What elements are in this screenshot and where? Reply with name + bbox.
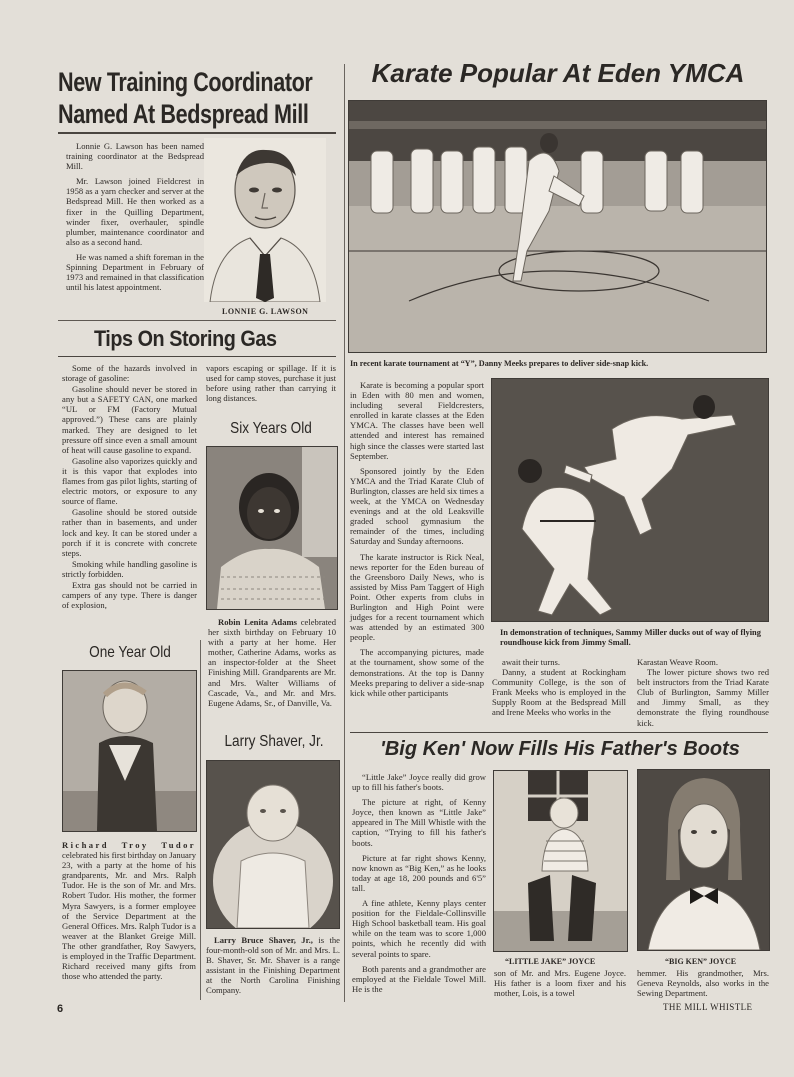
six-years-heading-box xyxy=(206,420,336,438)
karate-bottom-rule xyxy=(350,732,768,733)
bigken-col3 xyxy=(637,968,769,1003)
bigken-para: The picture at right, of Kenny Joyce, then known as “Little Jake” appeared in The Mill Whistle with the caption, “Trying to fill his father's boots. xyxy=(352,797,486,848)
karate-para: The lower picture shows two red belt instructors from the Triad Karate Club of Burlington, Sammy Miller and Jimmy Small, as they demonstrate the flying roundhouse kick. xyxy=(637,667,769,728)
robin-adams-caption-text: celebrated her sixth birthday on February 10 with a party at her home. Her mother, Catherine Adams, works as an inspector-folder at the Sheet Finishing Mill. Grandparents are Mr. and Mrs. Walter Williams of Cascade, Va., and Mr. and Mrs. Eugene Adams, Sr., of Danville, Va. xyxy=(208,617,337,708)
bigken-headline: 'Big Ken' Now Fills His Father's Boots xyxy=(380,738,740,760)
karate-top-caption: In recent karate tournament at “Y”, Danny Meeks prepares to deliver side-snap kick. xyxy=(350,359,649,368)
karate-side-caption: In demonstration of techniques, Sammy Miller ducks out of way of flying roundhouse kick from Jimmy Small. xyxy=(500,628,761,647)
karate-para: The karate instructor is Rick Neal, news reporter for the Eden bureau of the Greensboro Daily News, who is assisted by Miss Pam Taggert of High Point. Other experts from clubs in Burlington and High Point were judges for a recent tournament which was attended by an estimated 300 people. xyxy=(350,551,484,643)
lawson-box-border xyxy=(58,320,336,321)
lawson-body xyxy=(66,141,204,297)
karate-headline: Karate Popular At Eden YMCA xyxy=(371,58,745,88)
larry-heading: Larry Shaver, Jr. xyxy=(224,733,324,750)
karate-demonstration-photo xyxy=(491,378,769,622)
lawson-rule xyxy=(58,132,336,134)
column-divider xyxy=(200,640,201,1000)
lawson-para: Mr. Lawson joined Fieldcrest in 1958 as a yarn checker and server at the Bedspread Mill. He then worked as a fixer in the Quilling Department, winder fixer, overhauler, spindle plumber, maintenance coordinator and also as a second hand. xyxy=(66,176,204,247)
gas-para: Smoking while handling gasoline is strictly forbidden. xyxy=(62,558,197,579)
bigken-para: “Little Jake” Joyce really did grow up to fill his father's boots. xyxy=(352,772,486,793)
larry-shaver-photo xyxy=(206,760,340,929)
gas-para: Gasoline should be stored outside rather than in basements, and under lock and key. It can be stored under a porch if it is concrete with concrete steps. xyxy=(62,507,197,558)
gas-para: vapors escaping or spillage. If it is used for camp stoves, purchase it just before using rather than carrying it long distances. xyxy=(206,363,336,404)
gutter-rule xyxy=(344,64,345,1002)
gas-col1 xyxy=(62,363,197,615)
larry-shaver-name: Larry Bruce Shaver, Jr., xyxy=(214,935,313,945)
karate-para: await their turns. xyxy=(502,657,560,667)
richard-tudor-photo xyxy=(62,670,197,832)
richard-tudor-caption xyxy=(62,840,196,981)
lawson-headline-line1: New Training Coordinator xyxy=(58,67,313,97)
little-jake-photo xyxy=(493,770,628,952)
karate-para: The accompanying pictures, made at the tournament, show some of the demonstrations. At the top is Danny Meeks preparing to deliver a side-snap kick while other participants xyxy=(350,647,484,698)
gas-para: Gasoline also vaporizes quickly and it is this vapor that explodes into flames from gas pilot lights, starting of electric motors, or exposure to any source of flame. xyxy=(62,455,197,507)
larry-heading-box xyxy=(206,733,342,751)
karate-col2 xyxy=(492,657,626,723)
lawson-portrait xyxy=(204,138,326,302)
bigken-para: Picture at far right shows Kenny, now known as “Big Ken,” as he looks today at age 18, 200 pounds and 6'5” tall. xyxy=(352,852,486,893)
karate-para: Sponsored jointly by the Eden YMCA and the Triad Karate Club of Burlington, classes are held six times a week, at the YMCA on Wednesday evenings and at the old Leaksville graded school gymnasium the remainder of the times, including Saturday and Sunday afternoons. xyxy=(350,465,484,547)
larry-shaver-caption-text: is the four-month-old son of Mr. and Mrs. L. B. Shaver, Sr. Mr. Shaver is a range assistant in the Finishing Department at the North Carolina Finishing Company. xyxy=(206,935,340,996)
six-years-heading: Six Years Old xyxy=(230,420,312,437)
karate-tournament-photo xyxy=(348,100,767,353)
richard-tudor-caption-text: celebrated his first birthday on January 23, with a party at the home of his grandparents, Mr. and Mrs. Ralph Tudor. He is the son of Mr. and Mrs. Robert Tudor. His mother, the former Myra Sawyers, is a former employee of the Service Department at the General Offices. Mrs. Ralph Tudor is a weaver at the Blanket Greige Mill. The other grandfather, Roy Sawyers, is employed in the Traffic Department. Richard received many gifts from those who attended the party. xyxy=(62,850,196,982)
karate-col3 xyxy=(637,657,769,733)
karate-col1 xyxy=(350,380,484,703)
lawson-para: Lonnie G. Lawson has been named training coordinator at the Bedspread Mill. xyxy=(66,141,204,172)
bigken-para: Both parents and a grandmother are employed at the Fieldale Towel Mill. He is the xyxy=(352,963,486,994)
lawson-photo-caption: LONNIE G. LAWSON xyxy=(222,307,309,316)
bigken-para: son of Mr. and Mrs. Eugene Joyce. His father is a loom fixer and his mother, Lois, is a towel xyxy=(494,968,626,999)
little-jake-caption: “LITTLE JAKE” JOYCE xyxy=(505,957,596,966)
richard-tudor-name: Richard Troy Tudor xyxy=(62,840,196,850)
big-ken-photo xyxy=(637,769,770,951)
lawson-headline xyxy=(58,66,346,130)
gas-rule xyxy=(58,356,336,357)
bigken-para: hemmer. His grandmother, Mrs. Geneva Reynolds, also works in the Sewing Department. xyxy=(637,968,769,999)
robin-adams-name: Robin Lenita Adams xyxy=(218,617,298,627)
robin-adams-photo xyxy=(206,446,338,610)
lawson-para: He was named a shift foreman in the Spinning Department in February of 1973 and remained in that classification until his latest appointment. xyxy=(66,251,204,293)
robin-adams-caption xyxy=(208,617,336,708)
gas-headline: Tips On Storing Gas xyxy=(94,326,277,351)
big-ken-caption: “BIG KEN” JOYCE xyxy=(665,957,737,966)
bigken-col1 xyxy=(352,772,486,999)
larry-shaver-caption xyxy=(206,935,340,996)
page-number: 6 xyxy=(57,1003,64,1015)
bigken-col2 xyxy=(494,968,626,1003)
gas-para: Gasoline should never be stored in any but a SAFETY CAN, one marked “UL or FM (Factory Mutual approved.”) These cans are plainly marked. They are designed to let pressure off since even a small amount of heat will cause gasoline to expand. xyxy=(62,384,197,455)
one-year-heading: One Year Old xyxy=(89,644,171,661)
gas-col2 xyxy=(206,363,336,408)
one-year-heading-box xyxy=(62,644,198,662)
karate-para: Karate is becoming a popular sport in Eden with 80 men and women, including several Fieldcresters, enrolled in karate classes at the Eden YMCA. The classes have been well attended and interest has remained high since the classes were started last September. xyxy=(350,380,484,461)
karate-para: Danny, a student at Rockingham Community College, is the son of Frank Meeks who is employed in the Supply Room at the Bedspread Mill and Irene Meeks who works in the xyxy=(492,667,626,718)
footer-publication: THE MILL WHISTLE xyxy=(663,1002,753,1012)
karate-para: Karastan Weave Room. xyxy=(637,657,719,667)
bigken-para: A fine athlete, Kenny plays center position for the Fieldale-Collinsville High School basketball team. His goal while on the team was to score 1,000 points, which he recently did with several points to spare. xyxy=(352,898,486,959)
gas-para: Extra gas should not be carried in campers of any type. There is danger of explosion, xyxy=(62,579,197,611)
lawson-headline-line2: Named At Bedspread Mill xyxy=(58,99,309,129)
gas-para: Some of the hazards involved in storage of gasoline: xyxy=(62,363,197,384)
